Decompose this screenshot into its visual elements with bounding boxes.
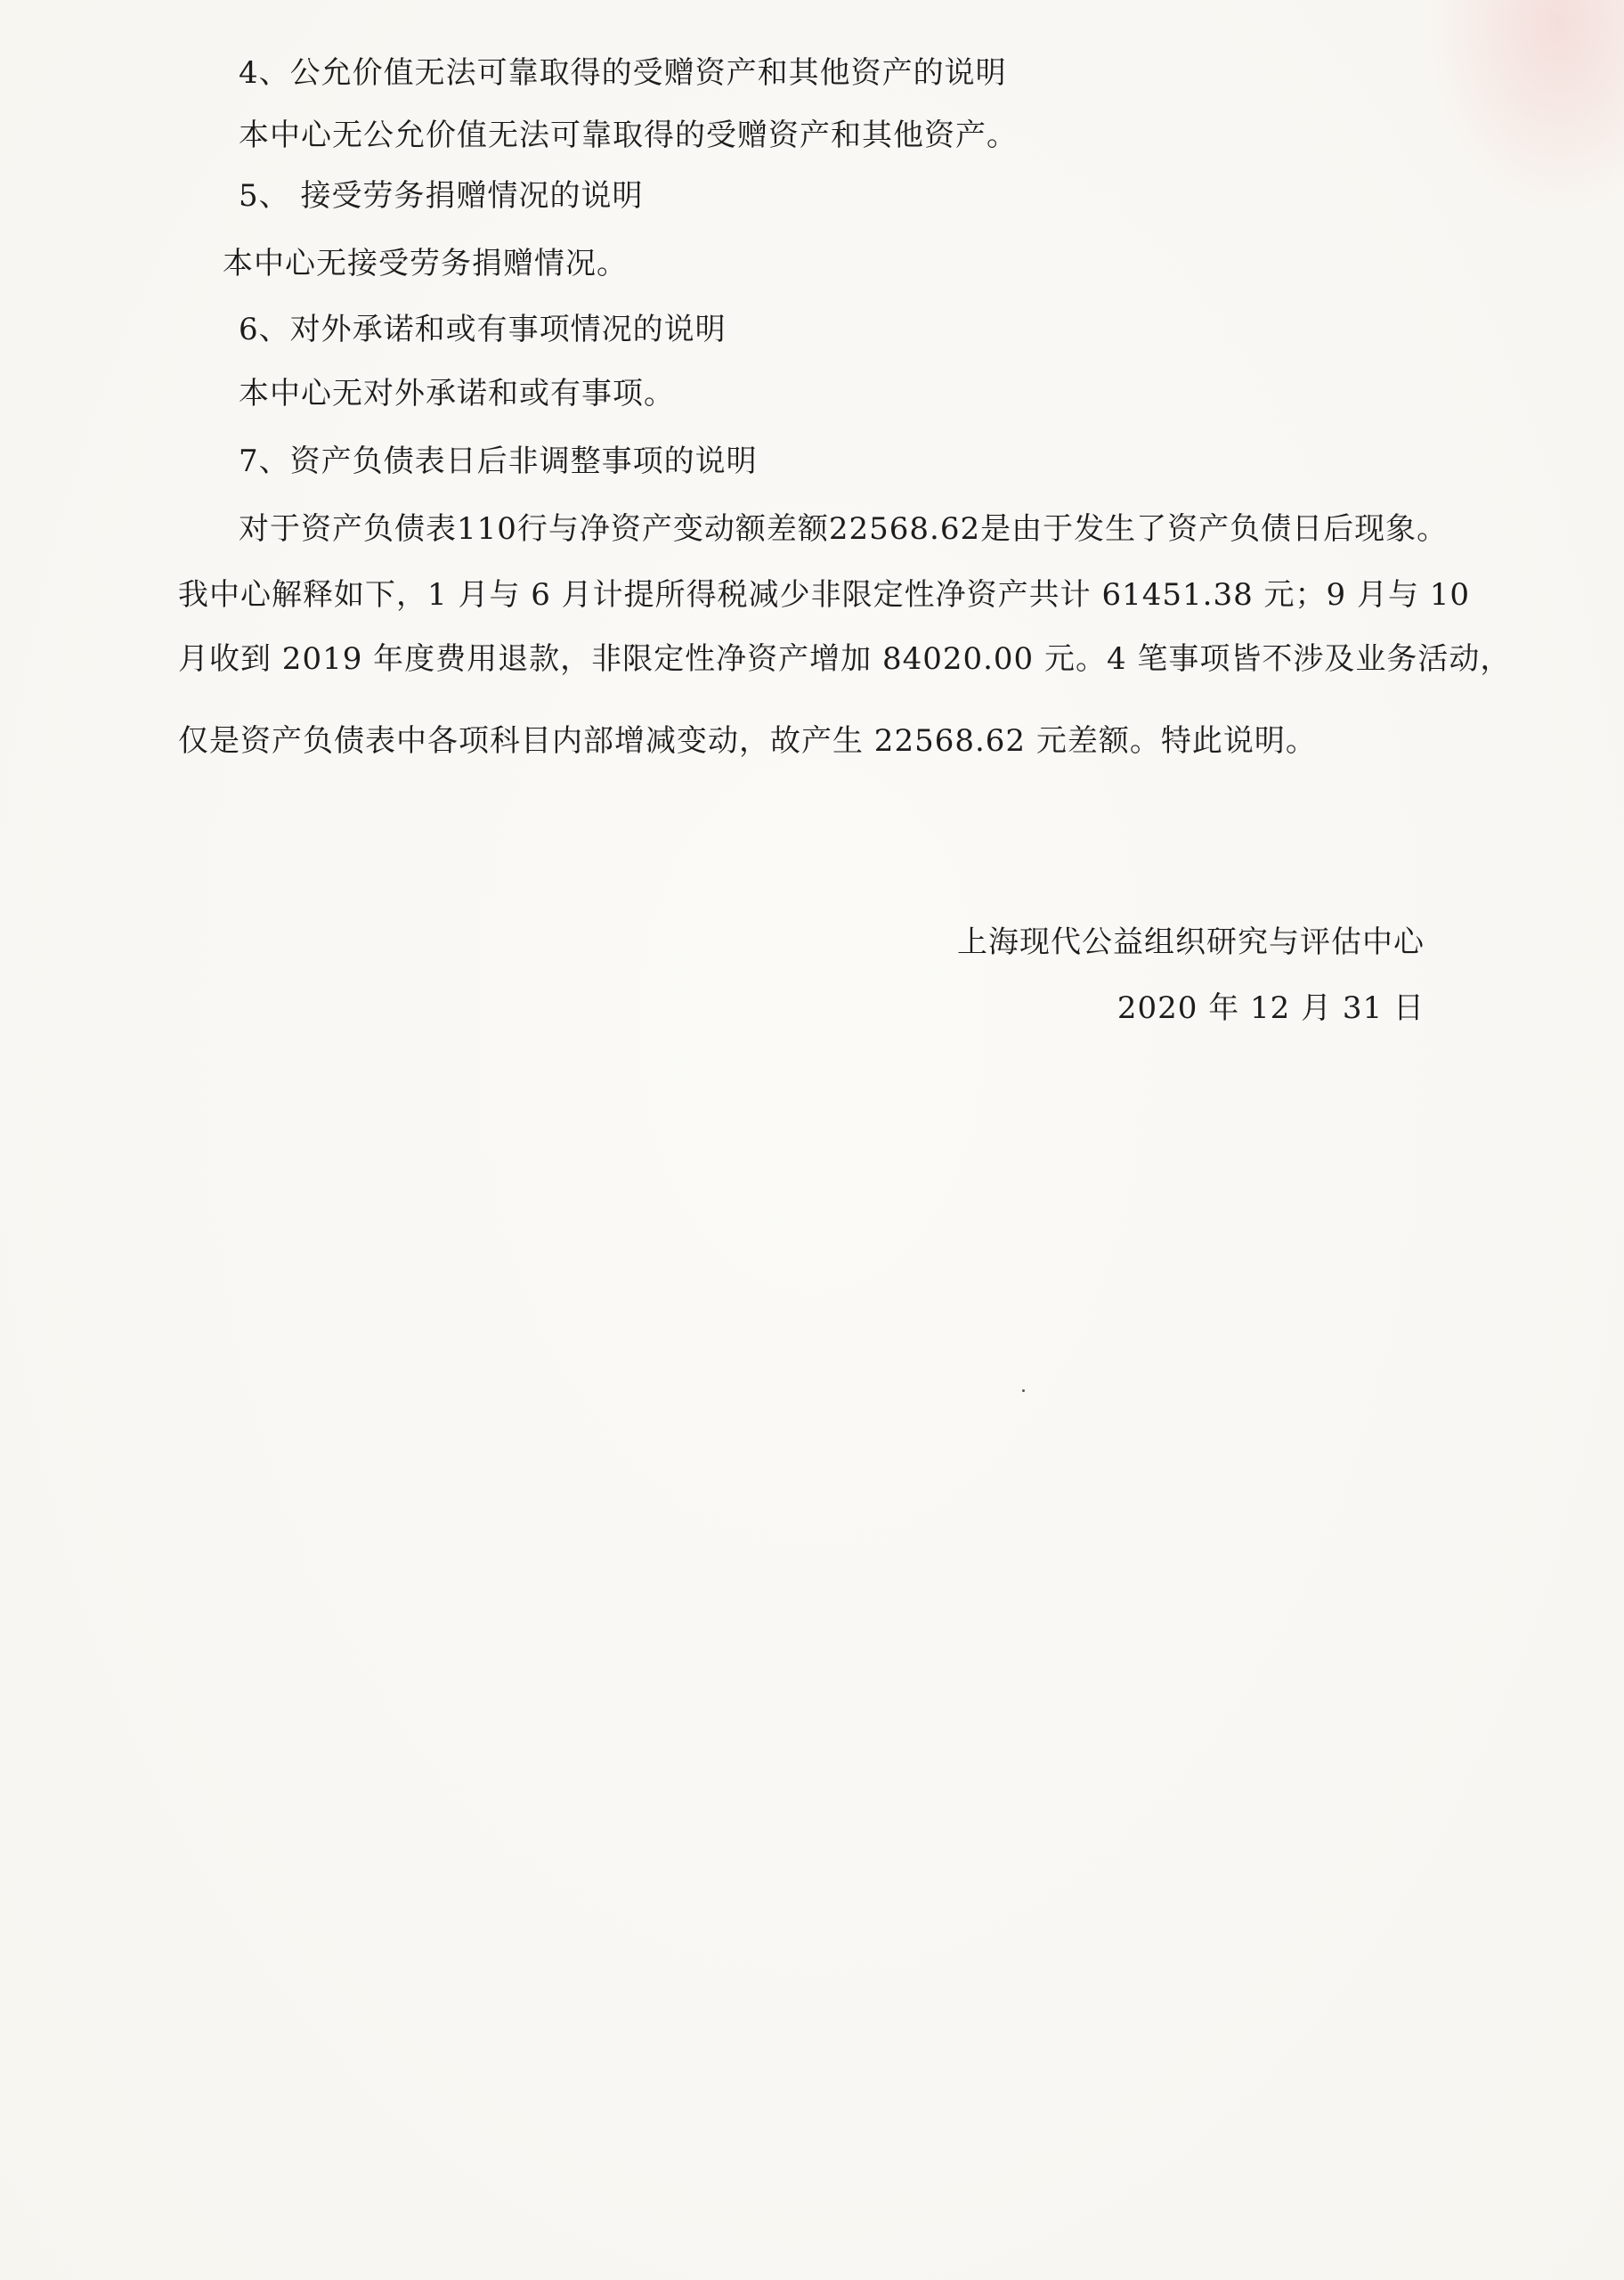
paragraph-line-1: 对于资产负债表110行与净资产变动额差额22568.62是由于发生了资产负债日后现象。	[239, 511, 1449, 547]
section-6-text: 本中心无对外承诺和或有事项。	[239, 376, 675, 411]
section-4-heading: 4、公允价值无法可靠取得的受赠资产和其他资产的说明	[239, 55, 1007, 91]
section-7-heading: 7、资产负债表日后非调整事项的说明	[239, 444, 758, 479]
paragraph-line-3: 月收到 2019 年度费用退款，非限定性净资产增加 84020.00 元。4 笔事项皆不涉及业务活动，	[178, 641, 1512, 677]
paper-speck	[1022, 1389, 1025, 1392]
section-4-text: 本中心无公允价值无法可靠取得的受赠资产和其他资产。	[239, 118, 1018, 153]
section-5-heading: 5、 接受劳务捐赠情况的说明	[239, 178, 644, 214]
section-6-heading: 6、对外承诺和或有事项情况的说明	[239, 312, 727, 347]
signature-organization: 上海现代公益组织研究与评估中心	[957, 924, 1425, 960]
section-5-text: 本中心无接受劳务捐赠情况。	[223, 246, 628, 281]
paragraph-line-2: 我中心解释如下，1 月与 6 月计提所得税减少非限定性净资产共计 61451.38 元；9 月与 10	[178, 577, 1471, 613]
signature-date: 2020 年 12 月 31 日	[1116, 990, 1425, 1026]
paragraph-line-4: 仅是资产负债表中各项科目内部增减变动，故产生 22568.62 元差额。特此说明。	[178, 723, 1317, 759]
